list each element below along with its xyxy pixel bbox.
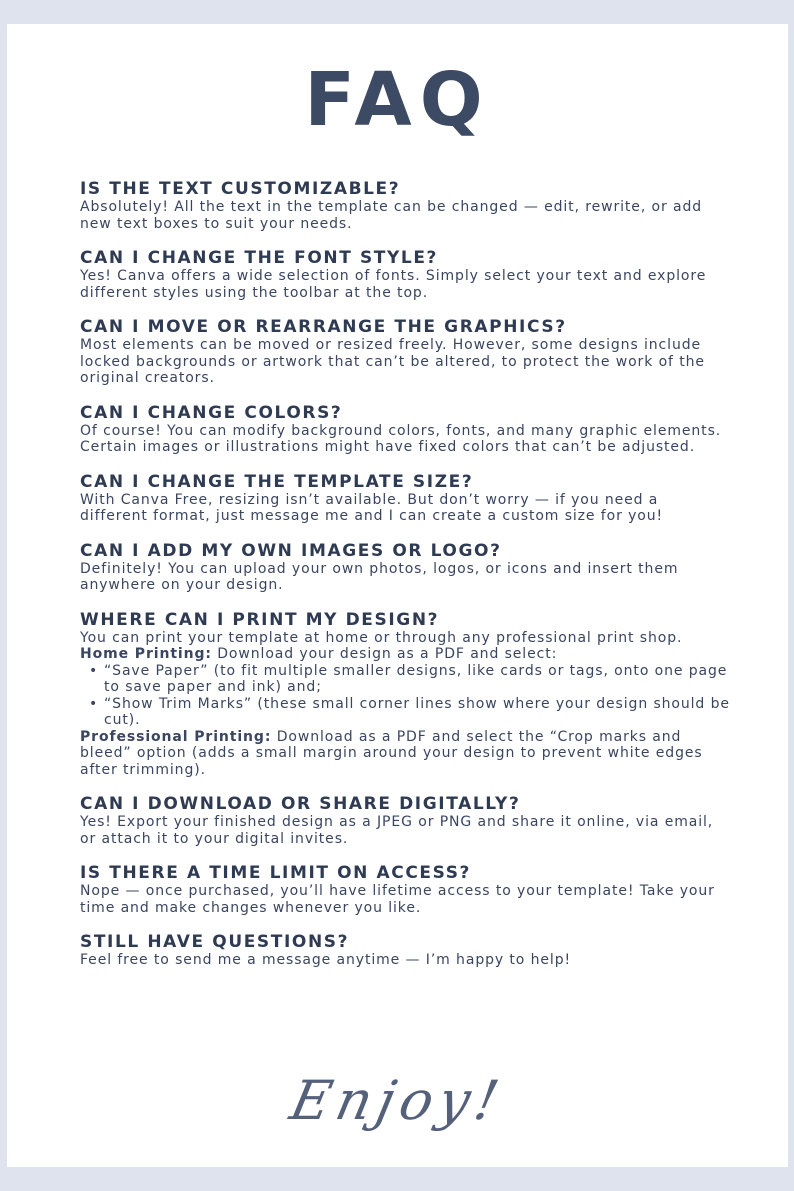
faq-question: CAN I MOVE OR REARRANGE THE GRAPHICS? xyxy=(80,317,567,337)
faq-item-printing xyxy=(80,611,730,779)
faq-answer: Most elements can be moved or resized freely. However, some designs include locked backgrounds or artwork that can’t be altered, to protect the work of the original creators. xyxy=(80,337,705,386)
faq-answer: You can print your template at home or through any professional print shop. xyxy=(80,629,683,646)
list-item xyxy=(89,662,730,696)
faq-question: WHERE CAN I PRINT MY DESIGN? xyxy=(80,609,440,630)
home-printing-label: Home Printing: xyxy=(80,646,212,662)
faq-list xyxy=(80,180,730,986)
list-item-text: “Show Trim Marks” (these small corner lines show where your design should be cut). xyxy=(104,695,730,728)
faq-page xyxy=(7,24,788,1167)
faq-answer: Nope — once purchased, you’ll have lifetime access to your template! Take your time and make changes whenever you like. xyxy=(80,883,715,916)
faq-answer: Feel free to send me a message anytime — I’m happy to help! xyxy=(80,952,572,968)
faq-answer: Of course! You can modify background colors, fonts, and many graphic elements. Certain images or illustrations might have fixed colors that can’t be adjusted. xyxy=(80,422,722,455)
faq-question: CAN I CHANGE THE FONT STYLE? xyxy=(80,248,439,268)
faq-item xyxy=(80,473,730,525)
faq-item xyxy=(80,795,730,847)
faq-answer: Yes! Canva offers a wide selection of fonts. Simply select your text and explore different styles using the toolbar at the top. xyxy=(80,268,707,301)
faq-answer: With Canva Free, resizing isn’t available. But don’t worry — if you need a different format, just message me and I can create a custom size for you! xyxy=(80,491,664,524)
bullet-icon: • xyxy=(89,695,99,712)
professional-printing-label: Professional Printing: xyxy=(80,728,272,745)
faq-question: STILL HAVE QUESTIONS? xyxy=(80,932,350,952)
faq-item xyxy=(80,864,730,916)
professional-printing-detail: Download as a PDF and select the “Crop marks and bleed” option (adds a small margin around your design to prevent white edges after trimming). xyxy=(80,728,703,778)
bullet-icon: • xyxy=(89,662,99,679)
faq-question: IS THE TEXT CUSTOMIZABLE? xyxy=(80,179,401,199)
home-printing-text xyxy=(80,646,730,663)
professional-printing-text xyxy=(80,729,730,779)
faq-question: CAN I ADD MY OWN IMAGES OR LOGO? xyxy=(80,540,502,561)
faq-question: CAN I CHANGE THE TEMPLATE SIZE? xyxy=(80,471,474,492)
faq-answer: Definitely! You can upload your own photos, logos, or icons and insert them anywhere on your design. xyxy=(80,560,679,593)
faq-question: CAN I DOWNLOAD OR SHARE DIGITALLY? xyxy=(80,794,521,814)
faq-item xyxy=(80,318,730,387)
signature-text: Enjoy! xyxy=(284,1069,511,1132)
faq-answer: Absolutely! All the text in the template can be changed — edit, rewrite, or add new text boxes to suit your needs. xyxy=(80,199,703,232)
faq-item xyxy=(80,404,730,456)
list-item-text: “Save Paper” (to fit multiple smaller designs, like cards or tags, onto one page to save paper and ink) and; xyxy=(104,662,728,695)
faq-item xyxy=(80,249,730,301)
page-title: FAQ xyxy=(304,57,491,143)
home-printing-detail: Download your design as a PDF and select: xyxy=(211,646,558,662)
print-options-list xyxy=(80,663,730,729)
faq-question: IS THERE A TIME LIMIT ON ACCESS? xyxy=(80,863,472,883)
faq-item xyxy=(80,180,730,232)
faq-answer: Yes! Export your finished design as a JPEG or PNG and share it online, via email, or attach it to your digital invites. xyxy=(80,814,714,847)
faq-item xyxy=(80,933,730,969)
faq-item xyxy=(80,542,730,594)
list-item xyxy=(89,695,730,729)
faq-question: CAN I CHANGE COLORS? xyxy=(80,402,343,423)
